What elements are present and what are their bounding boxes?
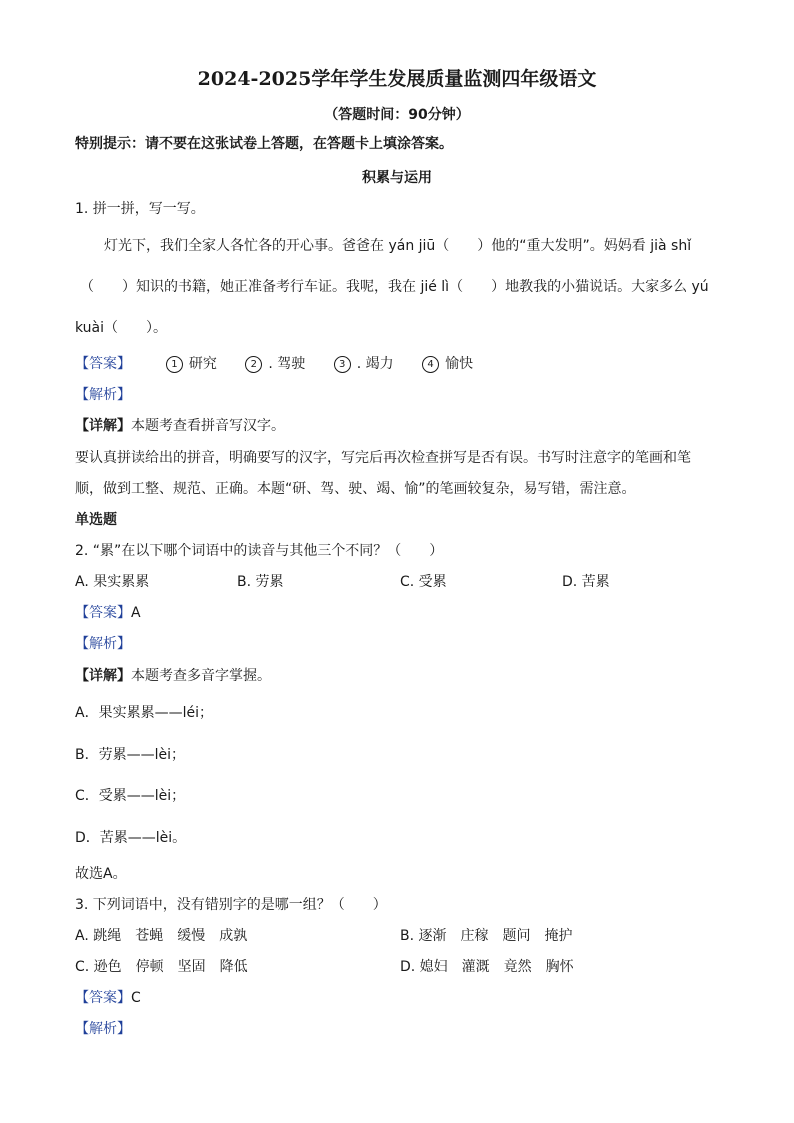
special-notice: 特别提示：请不要在这张试卷上答题，在答题卡上填涂答案。 (75, 136, 453, 152)
answer-value: C (131, 990, 141, 1006)
time-note: （答题时间：90分钟） (324, 107, 470, 123)
q3-option-d: D. 媳妇 灌溉 竟然 胸怀 (400, 959, 574, 975)
q1-passage-line: kuài（ ）。 (75, 320, 168, 336)
q2-option-b: B. 劳累 (237, 574, 284, 590)
section-heading-single-choice: 单选题 (75, 512, 117, 528)
page-title: 2024-2025学年学生发展质量监测四年级语文 (197, 68, 597, 90)
q2-explain-item: D．苦累——lèi。 (75, 830, 187, 846)
analysis-tag: 【解析】 (75, 387, 131, 403)
q2-option-a: A. 果实累累 (75, 574, 150, 590)
q2-explain-item: B．劳累——lèi； (75, 747, 185, 763)
answer-item: 4 愉快 (422, 354, 473, 374)
answer-item: 3 . 竭力 (334, 354, 394, 374)
circled-number: 1 (166, 356, 183, 373)
q2-explain-item: A．果实累累——léi； (75, 705, 213, 721)
section-heading-accumulation: 积累与运用 (362, 170, 432, 186)
q3-option-c: C. 逊色 停顿 坚固 降低 (75, 959, 248, 975)
q2-option-d: D. 苦累 (562, 574, 610, 590)
q1-answer-row (75, 354, 497, 374)
q1-stem: 1. 拼一拼，写一写。 (75, 201, 205, 217)
answer-value: A (131, 605, 141, 621)
analysis-tag: 【解析】 (75, 636, 131, 652)
circled-number: 4 (422, 356, 439, 373)
answer-tag: 【答案】 (75, 990, 131, 1006)
q1-detail-line: 顺，做到工整、规范、正确。本题“研、驾、驶、竭、愉”的笔画较复杂，易写错，需注意。 (75, 481, 636, 497)
analysis-tag: 【解析】 (75, 1021, 131, 1037)
q1-detail: 【详解】本题考查看拼音写汉字。 (75, 418, 285, 434)
answer-tag: 【答案】 (75, 605, 131, 621)
circled-number: 2 (245, 356, 262, 373)
q2-stem: 2. “累”在以下哪个词语中的读音与其他三个不同？（ ） (75, 543, 444, 559)
q3-option-b: B. 逐渐 庄稼 题问 掩护 (400, 928, 573, 944)
q2-detail: 【详解】本题考查多音字掌握。 (75, 668, 271, 684)
q2-option-c: C. 受累 (400, 574, 447, 590)
circled-number: 3 (334, 356, 351, 373)
q2-conclusion: 故选A。 (75, 866, 127, 882)
q1-passage-line: （ ）知识的书籍，她正准备考行车证。我呢，我在 jié lì（ ）地教我的小猫说话。大家多么 yú (80, 279, 709, 295)
answer-tag: 【答案】 (75, 356, 131, 372)
answer-item: 2 . 驾驶 (245, 354, 305, 374)
detail-tag: 【详解】 (75, 668, 131, 684)
answer-item: 1 研究 (166, 354, 217, 374)
q1-passage-line: 灯光下，我们全家人各忙各的开心事。爸爸在 yán jiū（ ）他的“重大发明”。妈妈看 jià shǐ (104, 238, 692, 254)
detail-tag: 【详解】 (75, 418, 131, 434)
q2-answer-row (75, 603, 141, 623)
q3-stem: 3. 下列词语中，没有错别字的是哪一组？（ ） (75, 897, 387, 913)
q1-detail-line: 要认真拼读给出的拼音，明确要写的汉字，写完后再次检查拼写是否有误。书写时注意字的笔画和笔 (75, 450, 691, 466)
q2-explain-item: C．受累——lèi； (75, 788, 186, 804)
q3-option-a: A. 跳绳 苍蝇 缓慢 成孰 (75, 928, 248, 944)
q3-answer-row (75, 988, 141, 1008)
